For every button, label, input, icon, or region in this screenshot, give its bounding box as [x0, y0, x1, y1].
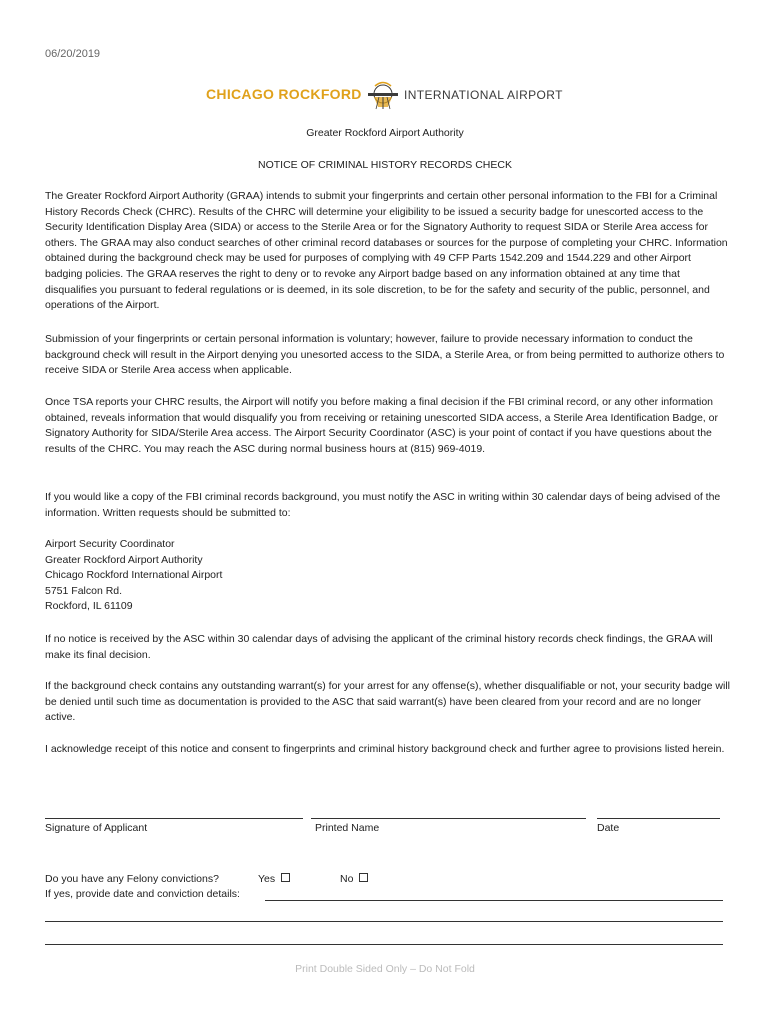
signature-label: Signature of Applicant [45, 822, 148, 834]
asc-address [45, 537, 730, 615]
felony-details-label: If yes, provide date and conviction details: [45, 888, 240, 900]
yes-label: Yes [258, 873, 276, 885]
felony-details-line[interactable] [45, 921, 723, 922]
paragraph-tsa-results: Once TSA reports your CHRC results, the Airport will notify you before making a final decision if the FBI criminal record, or any other information obtained, reveals information that would disqualify you from receiving or retaining unescorted SIDA access, a Sterile Area Identification Badge, or Signatory Authority for SIDA/Sterile Area access. The Airport Security Coordinator (ASC) is your point of contact if you have questions about the results of the CHRC. You may reach the ASC during normal business hours at (815) 969-4019. [45, 396, 718, 455]
paragraph-acknowledgement: I acknowledge receipt of this notice and consent to fingerprints and criminal history background check and further agree to provisions listed herein. [45, 743, 725, 755]
logo-text-chicago-rockford: CHICAGO ROCKFORD [206, 86, 362, 102]
logo-text-international-airport: INTERNATIONAL AIRPORT [404, 88, 563, 102]
felony-question: Do you have any Felony convictions? [45, 873, 219, 885]
airport-emblem-icon [364, 80, 402, 112]
felony-no-option[interactable] [340, 872, 368, 888]
felony-details-line[interactable] [265, 900, 723, 901]
date-label: Date [597, 822, 620, 834]
address-line: Rockford, IL 61109 [45, 600, 133, 613]
address-line: Chicago Rockford International Airport [45, 569, 223, 582]
paragraph-warrants: If the background check contains any outstanding warrant(s) for your arrest for any offense(s), whether disqualifiable or not, your security badge will be denied until such time as documentation is provided to the ASC that said warrant(s) have been cleared from your record and are no longer active. [45, 680, 730, 724]
address-line: 5751 Falcon Rd. [45, 584, 123, 597]
document-title: NOTICE OF CRIMINAL HISTORY RECORDS CHECK [258, 159, 512, 171]
authority-name: Greater Rockford Airport Authority [306, 127, 464, 139]
printed-name-line[interactable] [311, 818, 586, 819]
paragraph-copy-request: If you would like a copy of the FBI criminal records background, you must notify the ASC in writing within 30 calendar days of being advised of the information. Written requests should be submitted to: [45, 491, 721, 519]
yes-checkbox[interactable] [281, 873, 290, 882]
document-date: 06/20/2019 [45, 48, 101, 60]
signature-line[interactable] [45, 818, 303, 819]
felony-details-line[interactable] [45, 944, 723, 945]
address-line: Airport Security Coordinator [45, 538, 175, 550]
airport-logo [206, 80, 566, 112]
no-checkbox[interactable] [359, 873, 368, 882]
felony-yes-option[interactable] [258, 872, 290, 888]
paragraph-voluntary: Submission of your fingerprints or certain personal information is voluntary; however, failure to provide necessary information to conduct the background check will result in the Airport denying you unesorted access to the SIDA, a Sterile Area, or from being permitted to authorize others to receive SIDA or Sterile Area access when applicable. [45, 333, 725, 377]
address-line: Greater Rockford Airport Authority [45, 553, 203, 566]
printed-name-label: Printed Name [315, 822, 380, 834]
paragraph-intro: The Greater Rockford Airport Authority (GRAA) intends to submit your fingerprints and certain other personal information to the FBI for a Criminal History Records Check (CHRC). Results of the CHRC will determine your eligibility to be issued a security badge for unescorted access to the Security Identification Display Area (SIDA) or access to the Sterile Area or for the Signatory Authority to request SIDA or Sterile Area access for others. The GRAA may also conduct searches of other criminal record databases or sources for the purpose of completing your CHRC. Information obtained during the background check may be used for purposes of complying with 49 CFP Parts 1542.209 and 1544.229 and other Airport badging policies. The GRAA reserves the right to deny or to revoke any Airport badge based on any information obtained at any time that disqualifies you pursuant to federal regulations or is deemed, in its sole discretion, to be for the safety and security of the public, personnel, and operations of the Airport. [45, 190, 728, 312]
date-line[interactable] [597, 818, 720, 819]
footer-note: Print Double Sided Only – Do Not Fold [295, 963, 475, 975]
no-label: No [340, 873, 354, 885]
paragraph-final-decision: If no notice is received by the ASC within 30 calendar days of advising the applicant of the criminal history records check findings, the GRAA will make its final decision. [45, 633, 713, 661]
